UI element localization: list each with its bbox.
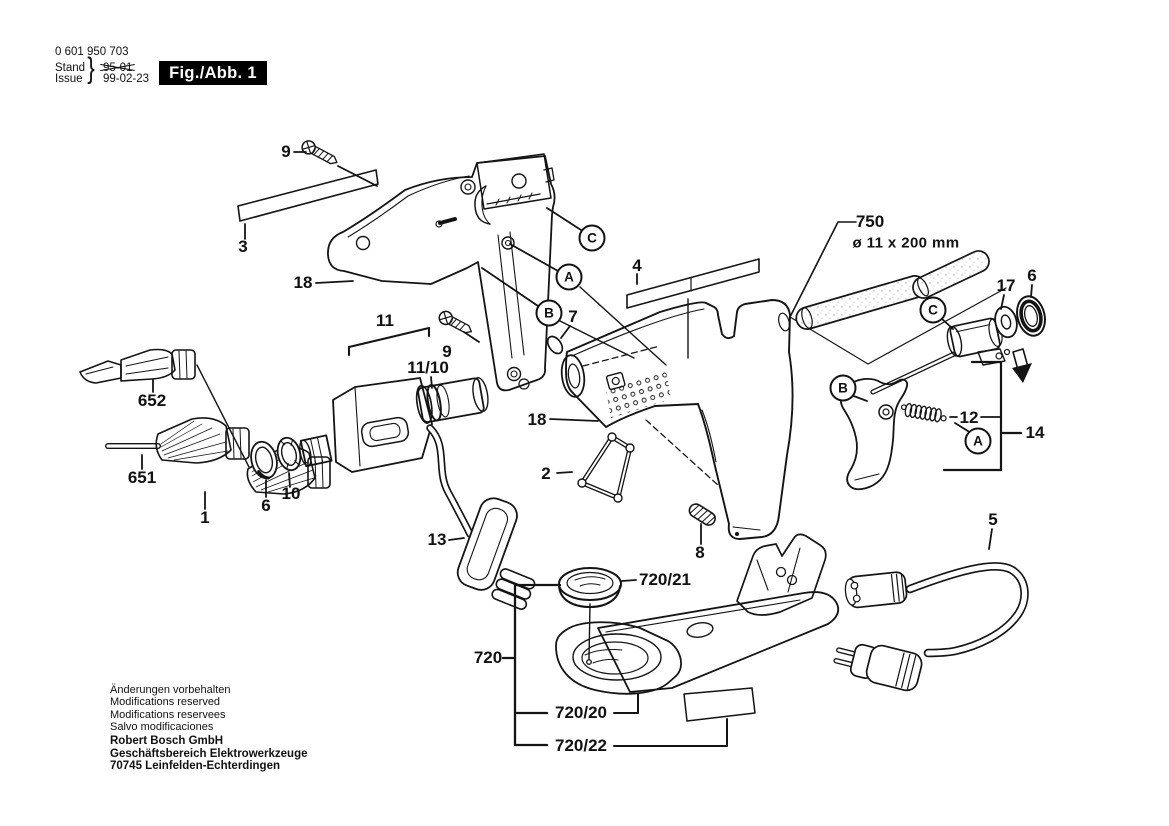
callout-housing-right: 18 [527,410,547,429]
footer-notes [110,684,230,734]
callout-seal: 7 [568,307,578,326]
ring-nut-part [274,435,303,472]
insert-direction-arrow [1012,349,1032,383]
callout-stand-group: 720 [473,648,503,667]
callout-heating-unit: 11 [376,311,394,330]
ref-circle-a-right: A [965,428,992,455]
callout-stand-base: 720/20 [555,703,607,722]
callout-small-spring: 8 [695,543,705,562]
housing-half-right [559,300,792,539]
stand-cap-part [559,568,621,607]
callout-feed-assembly: 14 [1025,423,1045,442]
rear-ring-part [1013,293,1049,338]
ref-circle-a-left: A [556,264,583,291]
footer-note-es: Salvo modificaciones [110,721,214,734]
stand-issue-brace: } [87,52,95,85]
callout-nozzle-flat: 652 [137,391,167,410]
label-strip-part [238,170,378,221]
callout-ring-nut: 10 [281,484,301,503]
callout-heater-cable: 13 [427,530,447,549]
glue-stick-dimension: ø 11 x 200 mm [852,234,960,252]
callout-sticker-strip: 4 [632,256,642,275]
screw-mid [437,309,474,337]
washer-part [992,304,1020,339]
callout-heating-barrel: 11/10 [407,358,449,377]
document-part-number: 0 601 950 703 [55,46,129,58]
callout-nozzle-long: 651 [127,468,157,487]
sticker-strip-part [627,259,759,308]
company-division: Geschäftsbereich Elektrowerkzeuge [110,747,308,760]
footer-note-en: Modifications reserved [110,696,221,709]
callout-housing-left: 18 [293,273,313,292]
company-city: 70745 Leinfelden-Echterdingen [110,760,280,773]
callout-power-cord: 5 [988,510,998,529]
wire-bracket-part [578,433,634,502]
figure-number-box: Fig./Abb. 1 [159,61,267,85]
callout-screw-mid: 9 [442,342,452,361]
callout-stand-cap: 720/21 [639,570,691,589]
power-cord-part [833,566,1024,692]
callout-trigger-spring: 12 [959,408,979,427]
company-name: Robert Bosch GmbH [110,735,224,747]
glue-sticks-part [796,251,989,329]
nozzle-flat-part [80,350,195,384]
stand-label: Stand [55,62,86,74]
callout-label-strip: 3 [238,237,248,256]
ref-circle-c-right: C [920,297,947,324]
callout-nozzle-standard: 1 [200,508,210,527]
footer-note-de: Änderungen vorbehalten [110,684,231,696]
small-spring-part [687,502,718,528]
trigger-spring-part [900,402,947,423]
stand-value-struck: 95-01 [103,62,133,74]
callout-wire-bracket: 2 [541,464,551,483]
callout-rear-ring: 6 [1027,266,1037,285]
housing-half-left [328,154,555,390]
footer-company [110,735,308,773]
footer-note-fr: Modifications reservees [110,708,226,721]
callout-stand-sticker: 720/22 [555,736,607,755]
issue-label: Issue [55,73,83,85]
ref-circle-b-left: B [536,300,563,327]
heater-cable-part [427,428,536,611]
callout-front-ring: 6 [261,496,271,515]
front-ring-part [247,439,280,481]
screw-top [300,139,340,169]
feed-clamp-part [873,317,1010,392]
issue-value: 99-02-23 [103,73,150,85]
ref-circle-c-left: C [579,225,606,252]
callout-glue-sticks: 750 [855,212,885,231]
ref-circle-b-right: B [830,375,857,402]
callout-screw-top: 9 [281,142,291,161]
callout-washer: 17 [996,276,1016,295]
